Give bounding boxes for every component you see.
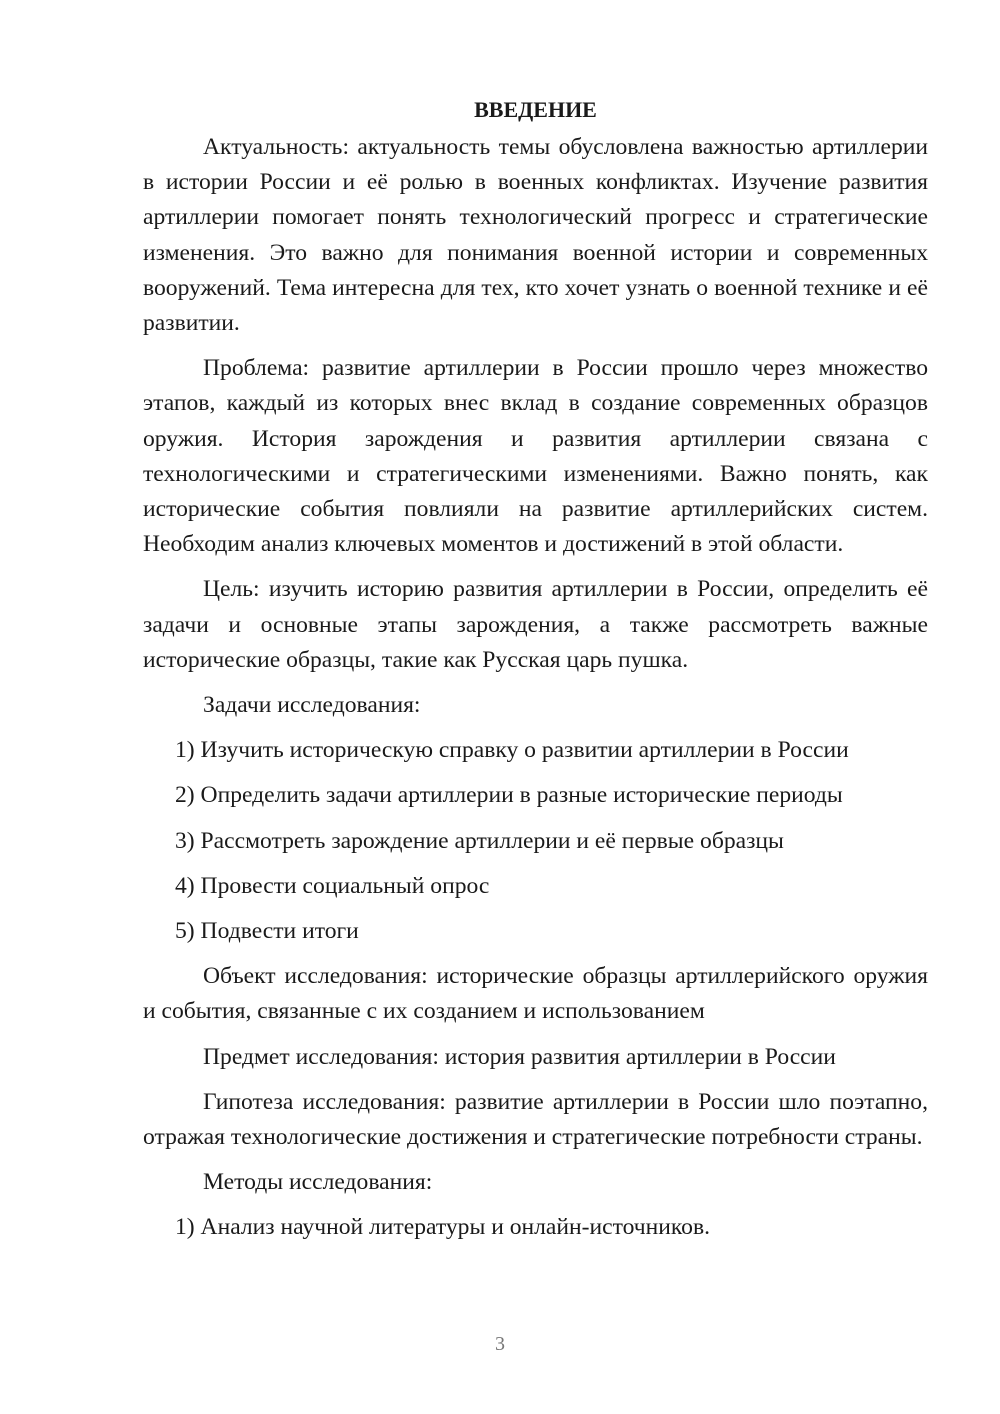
hypothesis-paragraph: Гипотеза исследования: развитие артиллерии в России шло поэтапно, отражая технологические достижения и стратегические потребности страны.: [143, 1088, 928, 1151]
list-item: 1) Изучить историческую справку о развитии артиллерии в России: [175, 737, 849, 764]
subject-paragraph: Предмет исследования: история развития артиллерии в России: [203, 1043, 836, 1070]
page-number: 3: [495, 1333, 505, 1355]
problem-paragraph: Проблема: развитие артиллерии в России прошло через множество этапов, каждый из которых внес вклад в создание современных образцов оружия. История зарождения и развития артиллерии связана с технологическими и стратегическими изменениями. Важно понять, как исторические события повлияли на развитие артиллерийских систем. Необходим анализ ключевых моментов и достижений в этой области.: [143, 355, 928, 558]
section-title: ВВЕДЕНИЕ: [474, 97, 597, 122]
list-item: 1) Анализ научной литературы и онлайн-источников.: [175, 1214, 711, 1241]
relevance-paragraph: Актуальность: актуальность темы обусловлена важностью артиллерии в истории России и её ролью в военных конфликтах. Изучение развития артиллерии помогает понять технологический прогресс и стратегические изменения. Это важно для понимания военной истории и современных вооружений. Тема интересна для тех, кто хочет узнать о военной технике и её развитии.: [143, 134, 928, 337]
list-item: 4) Провести социальный опрос: [175, 872, 490, 899]
document-page: [143, 92, 928, 1322]
object-paragraph: Объект исследования: исторические образцы артиллерийского оружия и события, связанные с их созданием и использованием: [143, 963, 928, 1025]
methods-heading: Методы исследования:: [203, 1169, 433, 1196]
list-item: 3) Рассмотреть зарождение артиллерии и её первые образцы: [175, 827, 784, 854]
list-item: 5) Подвести итоги: [175, 918, 359, 945]
tasks-heading: Задачи исследования:: [203, 692, 421, 719]
goal-paragraph: Цель: изучить историю развития артиллерии в России, определить её задачи и основные этапы зарождения, а также рассмотреть важные исторические образцы, такие как Русская царь пушка.: [143, 576, 928, 673]
list-item: 2) Определить задачи артиллерии в разные исторические периоды: [175, 782, 843, 809]
